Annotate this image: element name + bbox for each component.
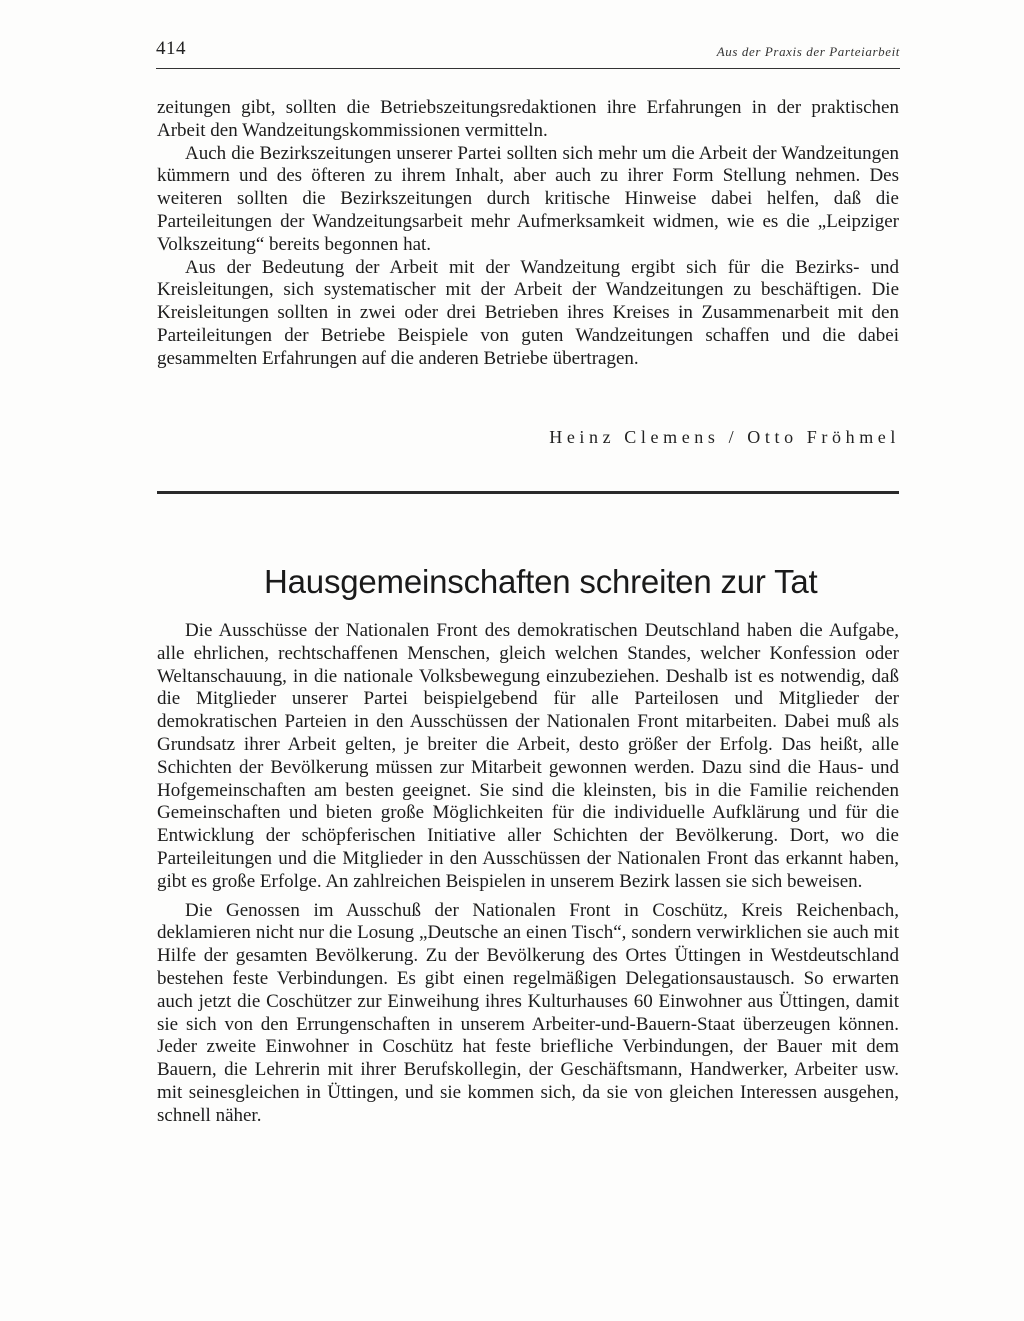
paragraph: Aus der Bedeutung der Arbeit mit der Wandzeitung ergibt sich für die Bezirks- und Kreisleitungen, sich systematischer mit der Arbeit der Wandzeitungen zu beschäftigen. Die Kreisleitungen sollten in zwei oder drei Betrieben ihres Kreises in Zusammenarbeit mit den Parteileitungen der Betriebe Beispiele von guten Wandzeitungen schaffen und die dabei gesammelten Erfahrungen auf die anderen Betriebe übertragen. [157, 256, 899, 369]
paragraph: Die Genossen im Ausschuß der Nationalen Front in Coschütz, Kreis Reichenbach, deklamieren nicht nur die Losung „Deutsche an einen Tisch“, sondern verwirklichen sie auch mit Hilfe der gesamten Bevölkerung. Zu der Bevölkerung des Ortes Üttingen in Westdeutschland bestehen feste Verbindungen. Es gibt einen regelmäßigen Delegationsaustausch. So erwarten auch jetzt die Coschützer zur Einweihung ihres Kulturhauses 60 Einwohner aus Üttingen, damit sie sich von den Errungenschaften in unserem Arbeiter-und-Bauern-Staat überzeugen können. Jeder zweite Einwohner in Coschütz hat feste briefliche Verbindungen, der Bauer mit dem Bauern, die Lehrerin mit ihrer Berufskollegin, der Geschäftsmann, Handwerker, Arbeiter usw. mit seinesgleichen in Üttingen, und sie kommen sich, da sie von gleichen Interessen ausgehen, schnell näher. [157, 899, 899, 1126]
paragraph: zeitungen gibt, sollten die Betriebszeitungsredaktionen ihre Erfahrungen in der praktischen Arbeit den Wandzeitungskommissionen vermitteln. [157, 97, 899, 141]
paragraph: Die Ausschüsse der Nationalen Front des demokratischen Deutschland haben die Aufgabe, alle ehrlichen, rechtschaffenen Menschen, gleich welchen Standes, welcher Konfession oder Weltanschauung, in die nationale Volksbewegung einzubeziehen. Deshalb ist es notwendig, daß die Mitglieder unserer Partei beispielgebend für alle Parteilosen und Mitglieder der demokratischen Parteien in den Ausschüssen der Nationalen Front mitarbeiten. Dabei muß als Grundsatz ihrer Arbeit gelten, je breiter die Arbeit, desto größer der Erfolg. Das heißt, alle Schichten der Bevölkerung müssen zur Mitarbeit gewonnen werden. Dazu sind die Haus- und Hofgemeinschaften am besten geeignet. Sie sind die kleinsten, bis in die Familie reichenden Gemeinschaften und bieten große Möglichkeiten für die individuelle Aufklärung und für die Entwicklung der schöpferischen Initiative aller Schichten der Bevölkerung. Dort, wo die Parteileitungen und die Mitglieder in den Ausschüssen der Nationalen Front das erkannt haben, gibt es große Erfolge. An zahlreichen Beispielen in unserem Bezirk lassen sie sich beweisen. [157, 620, 899, 892]
author-signature: Heinz Clemens / Otto Fröhmel [549, 427, 900, 447]
article-body [157, 620, 899, 1128]
page-header [156, 38, 900, 69]
section-divider [157, 491, 899, 494]
article-title: Hausgemeinschaften schreiten zur Tat [264, 563, 818, 600]
running-head: Aus der Praxis der Parteiarbeit [716, 44, 900, 59]
article-continuation [157, 97, 899, 371]
paragraph: Auch die Bezirkszeitungen unserer Partei sollten sich mehr um die Arbeit der Wandzeitungen kümmern und des öfteren zu ihrem Inhalt, aber auch zu ihrer Form Stellung nehmen. Des weiteren sollten die Bezirkszeitungen durch kritische Hinweise dabei helfen, daß die Parteileitungen der Wandzeitungsarbeit mehr Aufmerksamkeit widmen, wie es die „Leipziger Volkszeitung“ bereits begonnen hat. [157, 142, 899, 255]
page-number: 414 [156, 38, 186, 59]
